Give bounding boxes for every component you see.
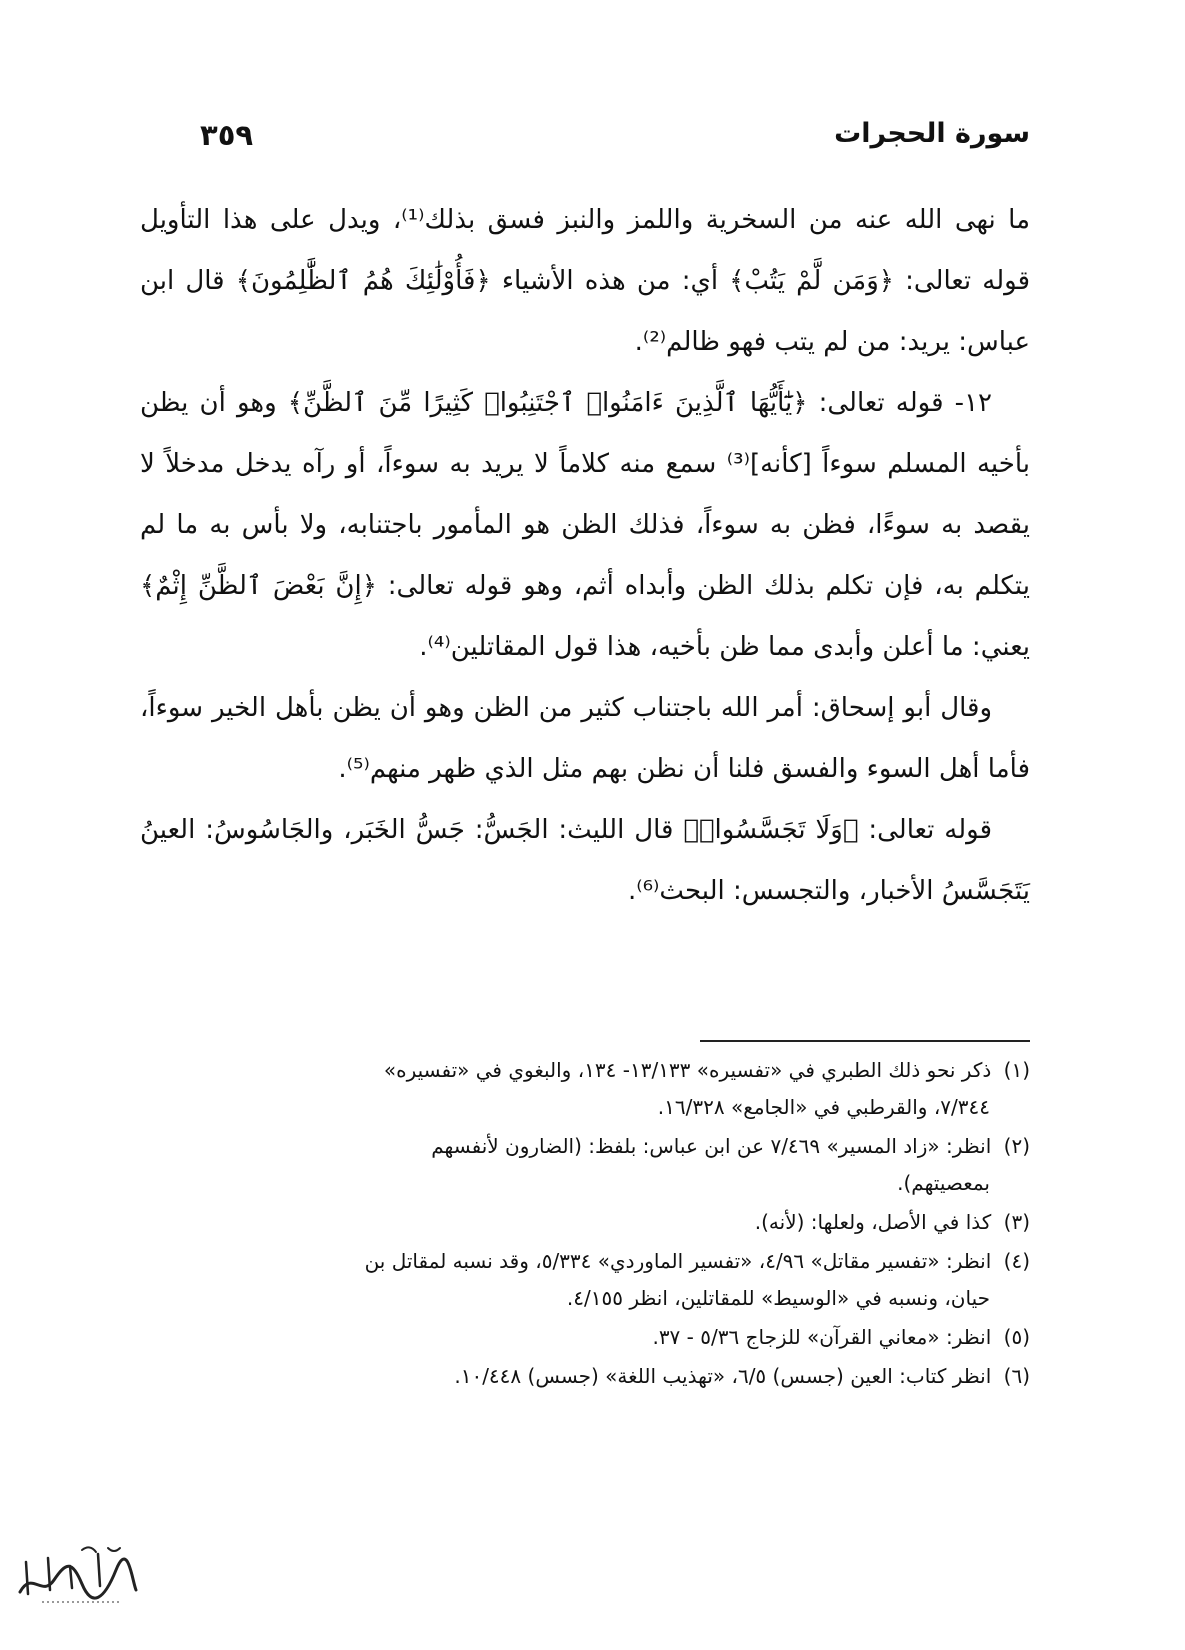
footnote-text-continued: ٧/٣٤٤، والقرطبي في «الجامع» ١٦/٣٢٨. [657, 1095, 990, 1119]
footnote-text-continued: حيان، ونسبه في «الوسيط» للمقاتلين، انظر ٤/١٥٥. [566, 1286, 990, 1310]
footnote-number: (٥) [1003, 1325, 1030, 1349]
footnote-text: انظر كتاب: العين (جسس) ٦/٥، «تهذيب اللغة» (جسس) ١٠/٤٤٨. [454, 1364, 992, 1388]
surah-title: سورة الحجرات [834, 118, 1030, 149]
footnote-2 [140, 1128, 1030, 1202]
footnote-text: انظر: «زاد المسير» ٧/٤٦٩ عن ابن عباس: بلفظ: (الضارون لأنفسهم [431, 1134, 992, 1158]
footnotes [140, 1052, 1030, 1397]
main-text [140, 190, 1030, 922]
footnote-3 [140, 1204, 1030, 1241]
footnote-number: (٢) [1003, 1134, 1030, 1158]
footnote-number: (٤) [1003, 1249, 1030, 1273]
paragraph-4: قوله تعالى: ﴿وَلَا تَجَسَّسُوا۟﴾ قال الليث: الجَسُّ: جَسُّ الخَبَر، والجَاسُوسُ: العينُ يَتَجَسَّسُ الأخبار، والتجسس: البحث⁽⁶⁾. [140, 815, 1030, 906]
paragraph-3: وقال أبو إسحاق: أمر الله باجتناب كثير من الظن وهو أن يظن بأهل الخير سوءاً، فأما أهل السوء والفسق فلنا أن نظن بهم مثل الذي ظهر منهم⁽⁵⁾. [140, 693, 1030, 784]
footnote-number: (٣) [1003, 1210, 1030, 1234]
footnote-5 [140, 1319, 1030, 1356]
footnote-4 [140, 1243, 1030, 1317]
footnote-divider [700, 1040, 1030, 1042]
footnote-text: انظر: «معاني القرآن» للزجاج ٥/٣٦ - ٣٧. [652, 1325, 992, 1349]
footnote-number: (٦) [1003, 1364, 1030, 1388]
page-header [200, 118, 1030, 158]
footnote-text-continued: بمعصيتهم). [897, 1171, 990, 1195]
page-number: ٣٥٩ [200, 118, 254, 152]
calligraphy-seal-icon [12, 1540, 142, 1610]
footnote-6 [140, 1358, 1030, 1395]
footnote-number: (١) [1003, 1058, 1030, 1082]
footnote-text: ذكر نحو ذلك الطبري في «تفسيره» ١٣/١٣٣- ١٣٤، والبغوي في «تفسيره» [383, 1058, 992, 1082]
footnote-1 [140, 1052, 1030, 1126]
paragraph-2: ١٢- قوله تعالى: ﴿يَٰٓأَيُّهَا ٱلَّذِينَ ءَامَنُوا۟ ٱجْتَنِبُوا۟ كَثِيرًا مِّنَ ٱلظَّنِّ﴾ وهو أن يظن بأخيه المسلم سوءاً [كأنه]⁽³⁾ سمع منه كلاماً لا يريد به سوءاً، أو رآه يدخل مدخلاً لا يقصد به سوءًا، فظن به سوءاً، فذلك الظن هو المأمور باجتنابه، ولا بأس به ما لم يتكلم به، فإن تكلم بذلك الظن وأبداه أثم، وهو قوله تعالى: ﴿إِنَّ بَعْضَ ٱلظَّنِّ إِثْمٌ﴾ يعني: ما أعلن وأبدى مما ظن بأخيه، هذا قول المقاتلين⁽⁴⁾. [140, 388, 1030, 662]
footnote-text: انظر: «تفسير مقاتل» ٤/٩٦، «تفسير الماوردي» ٥/٣٣٤، وقد نسبه لمقاتل بن [364, 1249, 992, 1273]
paragraph-1: ما نهى الله عنه من السخرية واللمز والنبز فسق بذلك⁽¹⁾، ويدل على هذا التأويل قوله تعالى: ﴿وَمَن لَّمْ يَتُبْ﴾ أي: من هذه الأشياء ﴿فَأُوْلَٰئِكَ هُمُ ٱلظَّٰلِمُونَ﴾ قال ابن عباس: يريد: من لم يتب فهو ظالم⁽²⁾. [140, 205, 1031, 357]
footnote-text: كذا في الأصل، ولعلها: (لأنه). [754, 1210, 992, 1234]
